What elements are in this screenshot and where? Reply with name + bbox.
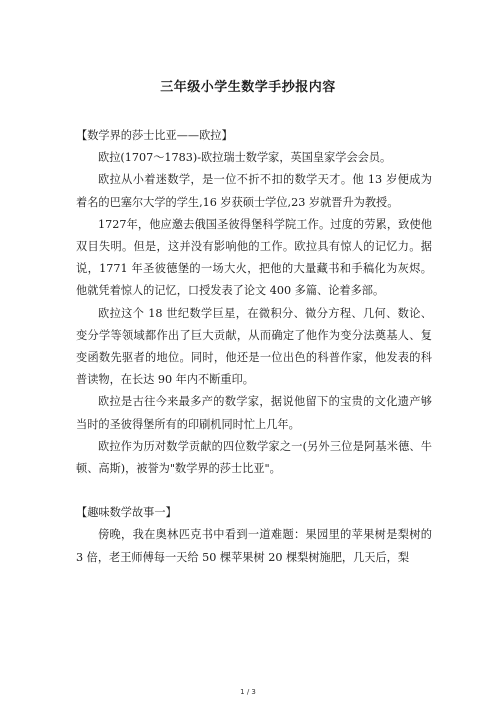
paragraph: 傍晚，我在奥林匹克书中看到一道难题：果园里的苹果树是梨树的 3 倍，老王师傅每一天给 50 棵苹果树 20 棵梨树施肥，几天后，梨 — [76, 528, 432, 564]
section-spacer — [76, 480, 432, 502]
paragraph: 欧拉从小着迷数学，是一位不折不扣的数学天才。他 13 岁便成为着名的巴塞尔大学的学生,16 岁获硕士学位,23 岁就晋升为教授。 — [76, 173, 432, 209]
document-title: 三年级小学生数学手抄报内容 — [160, 80, 336, 95]
section-heading-euler: 【数学界的莎士比亚——欧拉】 — [76, 129, 233, 142]
paragraph: 1727年，他应邀去俄国圣彼得堡科学院工作。过度的劳累，致使他双目失明。但是，这并没有影响他的工作。欧拉具有惊人的记忆力。据说，1771 年圣彼德堡的一场大火，把他的大量藏书和手稿化为灰烬。他就凭着惊人的记忆，口授发表了论文 400 多篇、论着多部。 — [76, 217, 432, 298]
document-body — [76, 125, 432, 569]
paragraph: 欧拉是古往今来最多产的数学家，据说他留下的宝贵的文化遗产够当时的圣彼得堡所有的印刷机同时忙上几年。 — [76, 395, 432, 431]
paragraph: 欧拉作为历对数学贡献的四位数学家之一(另外三位是阿基米德、牛顿、高斯)，被誉为"数学界的莎士比亚"。 — [76, 439, 432, 476]
paragraph: 欧拉(1707～1783)-欧拉瑞士数学家，英国皇家学会会员。 — [98, 151, 392, 165]
page-indicator: 1 / 3 — [240, 688, 256, 696]
section-heading-story: 【趣味数学故事一】 — [76, 506, 177, 520]
paragraph: 欧拉这个 18 世纪数学巨星，在微积分、微分方程、几何、数论、变分学等领域都作出了巨大贡献，从而确定了他作为变分法奠基人、复变函数先驱者的地位。同时，他还是一位出色的科普作家，他发表的科普读物，在长达 90 年内不断重印。 — [76, 306, 432, 387]
